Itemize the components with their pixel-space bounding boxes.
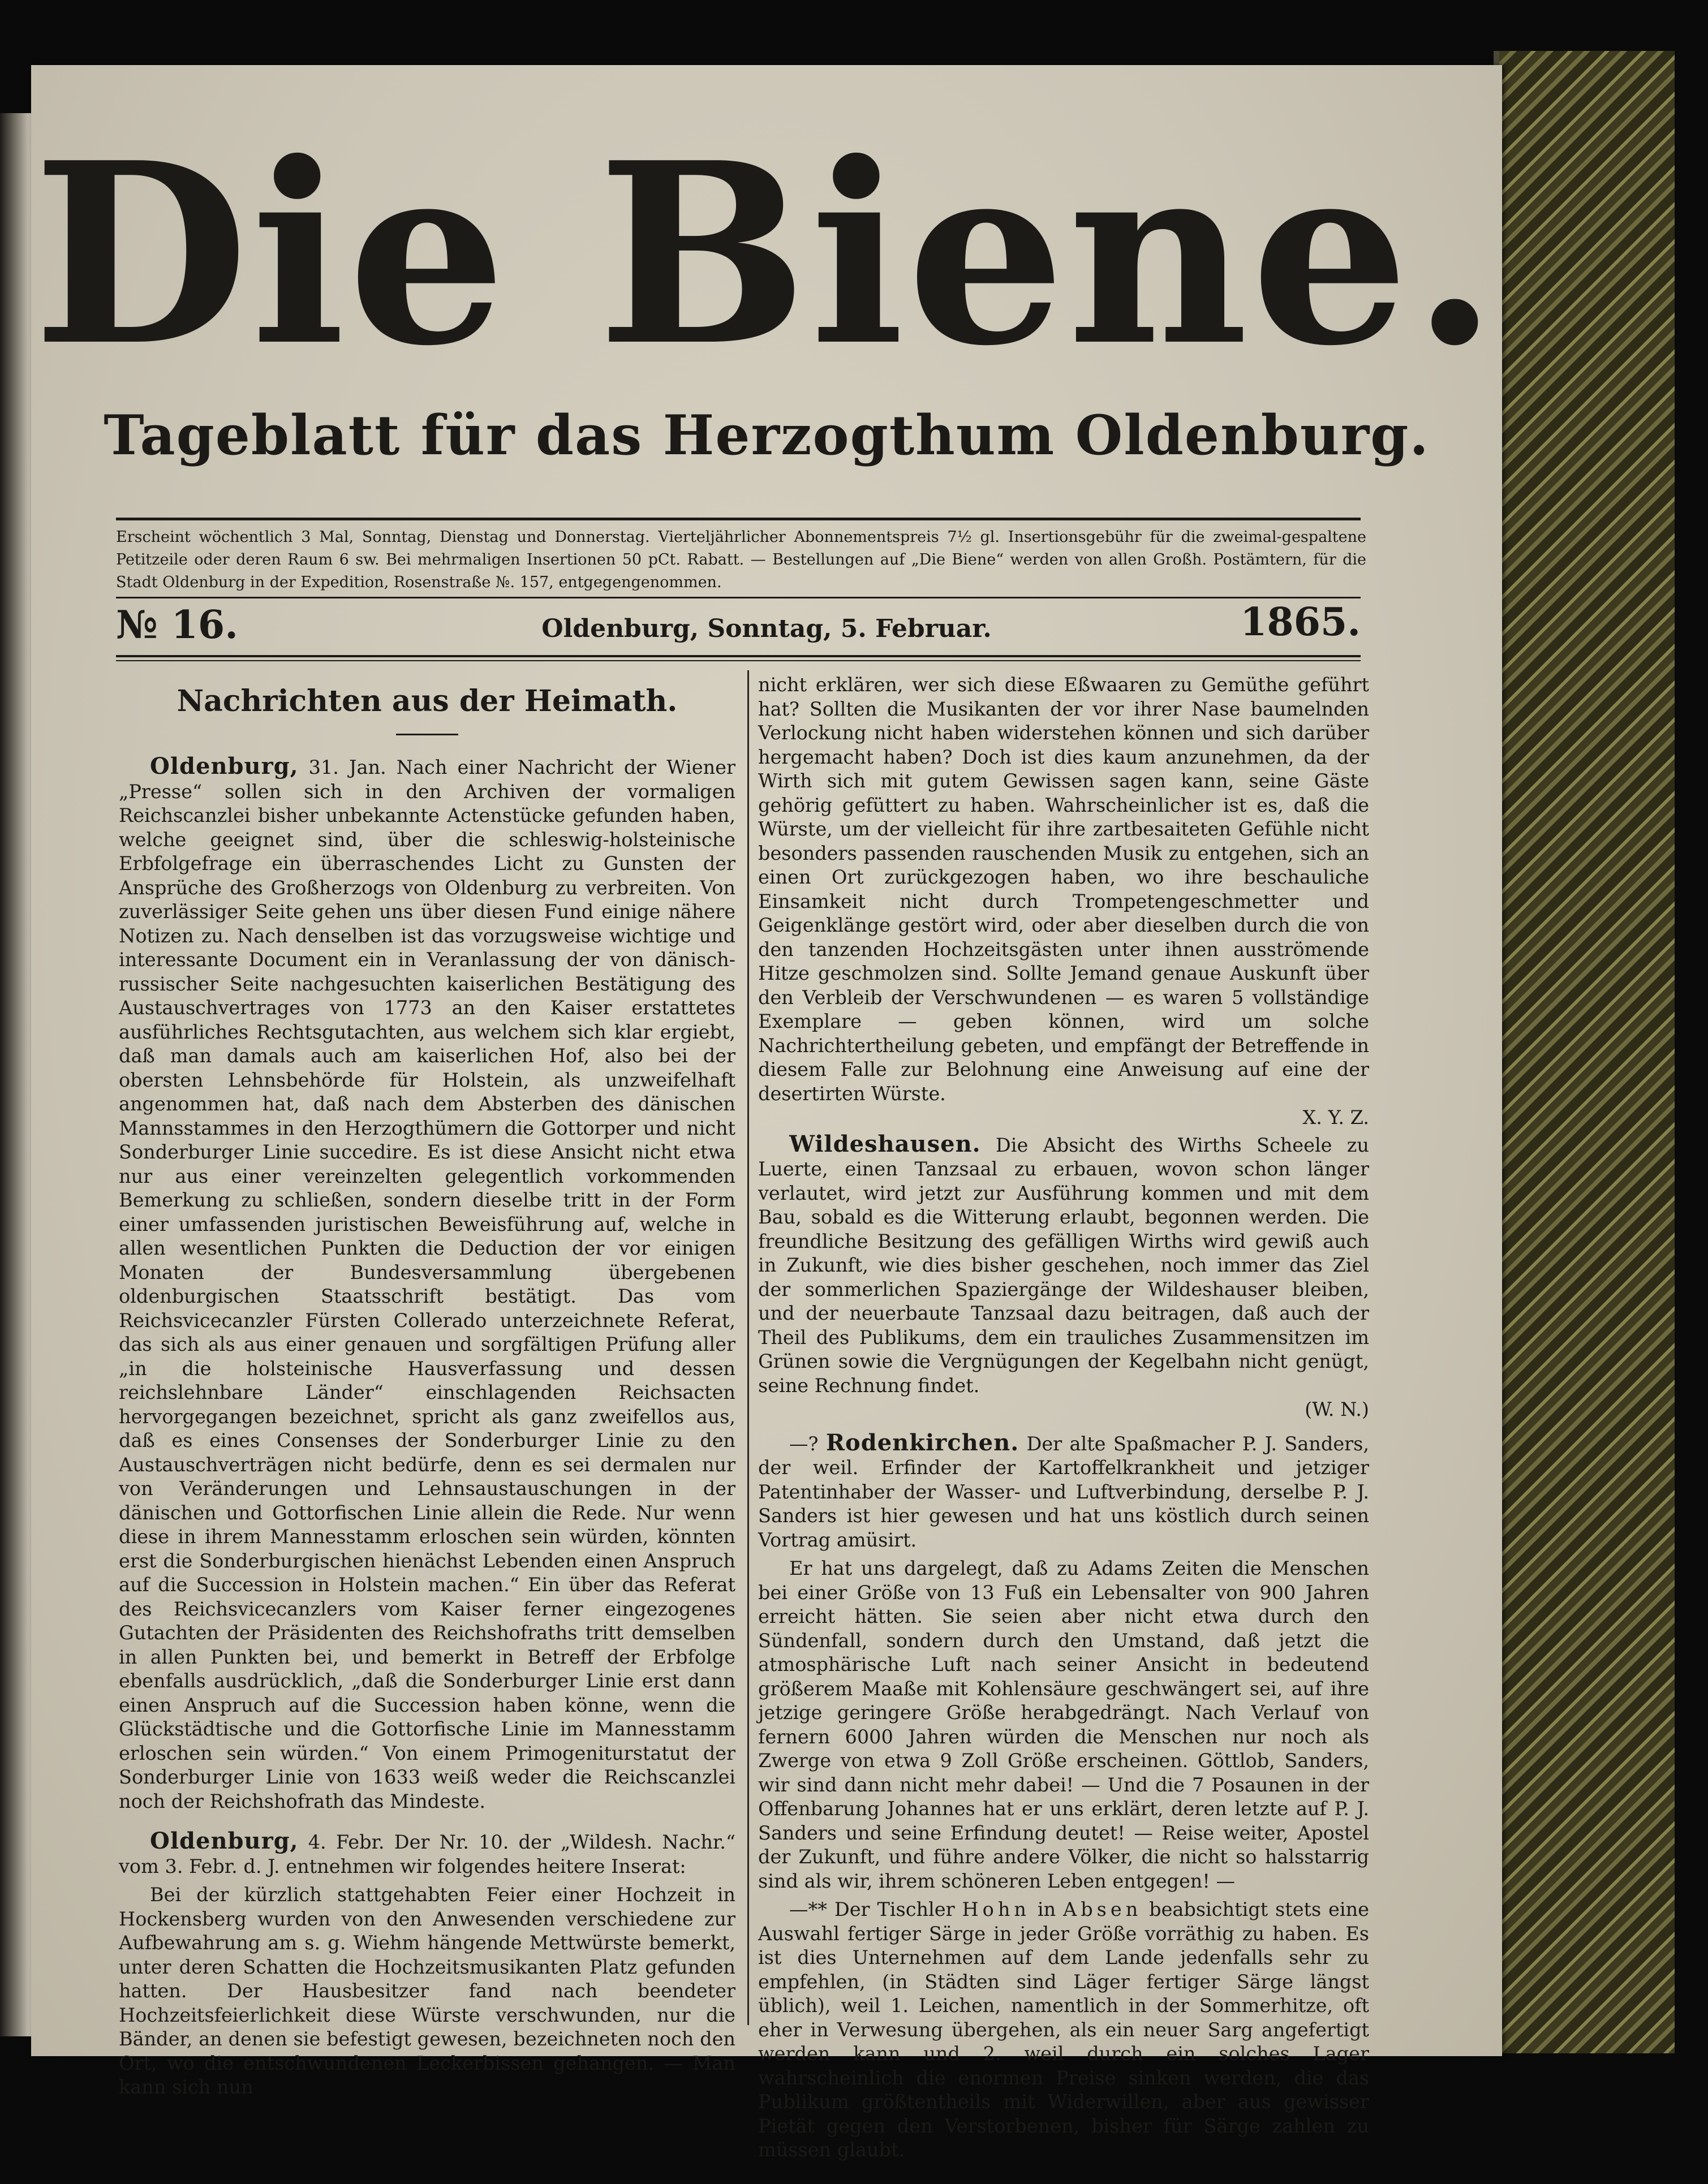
article-text: Der alte Spaßmacher P. J. Sanders, der weil. Erfinder der Kartoffelkrankheit und jetziger Patentinhaber der Wasser- und Luftverbindung, derselbe P. J. Sanders ist hier gewesen und hat uns köstlich durch seinen Vortrag amüsirt. <box>758 1432 1369 1551</box>
rule-top-thick <box>116 518 1361 520</box>
section-heading: Nachrichten aus der Heimath. <box>177 684 678 718</box>
newspaper-page <box>31 65 1502 2161</box>
article-place: Oldenburg, <box>150 1828 299 1854</box>
column-divider <box>747 670 749 2025</box>
rule-info-bottom <box>116 597 1361 598</box>
article-oldenburg-31-jan <box>119 755 735 1813</box>
article-absen <box>758 1898 1369 2163</box>
issue-year: 1865. <box>1240 600 1361 645</box>
article-body-continued <box>758 673 1369 1130</box>
article-place: Wildeshausen. <box>789 1130 981 1157</box>
article-text: 31. Jan. Nach einer Nachricht der Wiener „Presse“ sollen sich in den Archiven der vormaligen Reichscanzlei bisher unbekannte Actenstücke gefunden haben, welche geeignet sind, über die schleswig-holsteinische Erbfolgefrage ein überraschendes Licht zu Gunsten der Ansprüche des Großherzogs von Oldenburg zu verbreiten. Von zuverlässiger Seite gehen uns über diesen Fund einige nähere Notizen zu. Nach denselben ist das vorzugsweise wichtige und interessante Document ein in Veranlassung der von dänisch-russischer Seite nachgesuchten kaiserlichen Bestätigung des Austauschvertrages von 1773 an den Kaiser erstattetes ausführliches Rechtsgutachten, aus welchem sich klar ergiebt, daß man damals auch am kaiserlichen Hof, also bei der obersten Lehnsbehörde für Holstein, als unzweifelhaft angenommen hat, daß nach dem Absterben des dänischen Mannsstammes in den Herzogthümern die Gottorper und nicht Sonderburger Linie succedire. Es ist diese Ansicht nicht etwa nur aus einer vereinzelten gelegentlich vorkommenden Bemerkung zu schließen, sondern dieselbe tritt in der Form einer umfassenden juristischen Beweisführung auf, welche in allen wesentlichen Punkten die Deduction der vor einigen Monaten der Bundesversammlung übergebenen oldenburgischen Staatsschrift bestätigt. Das vom Reichsvicecanzler Fürsten Collerado unterzeichnete Referat, das sich als aus einer genauen und sorgfältigen Prüfung aller „in die holsteinische Hausverfassung und dessen reichslehnbare Länder“ einschlagenden Reichsacten hervorgegangen bezeichnet, spricht als ganz zweifellos aus, daß es eines Consenses der Sonderburger Linie zu den Austauschverträgen nicht bedürfe, denn es sei dermalen nur von Veränderungen und Lehnsaustauschungen in der dänischen und Gottorfischen Linie allein die Rede. Nur wenn diese in ihrem Mannesstamm erloschen sein würden, könnten erst die Sonderburgischen hienächst Lebenden einen Anspruch auf die Succession in Holstein machen.“ Ein über das Referat des Reichsvicecanzlers vom Kaiser ferner eingezogenes Gutachten der Präsidenten des Reichshofraths tritt demselben in allen Punkten bei, und bemerkt in Betreff der Erbfolge ebenfalls ausdrücklich, „daß die Sonderburger Linie erst dann einen Anspruch auf die Succession haben könne, wenn die Glückstädtische und die Gottorfische Linie im Mannesstamm erloschen sein würden.“ Von einem Primogeniturstatut der Sonderburger Linie von 1633 weiß weder die Reichscanzlei noch der Reichshofrath das Mindeste. <box>119 756 735 1812</box>
article-rodenkirchen <box>758 1431 1369 1553</box>
rule-header-bottom <box>116 655 1361 657</box>
column-right <box>758 673 1369 2161</box>
article-body: Bei der kürzlich stattgehabten Feier einer Hochzeit in Hockensberg wurden von den Anwesenden verschiedene zur Aufbewahrung am s. g. Wiehm hängende Mettwürste bemerkt, unter deren Schatten die Hochzeitsmusikanten Platz gefunden hatten. Der Hausbesitzer fand nach beendeter Hochzeitsfeierlichkeit diese Würste verschwunden, nur die Bänder, an denen sie befestigt gewesen, bezeichneten noch den Ort, wo die entschwundenen Leckerbissen gehangen. — Man kann sich nun <box>119 1884 735 2098</box>
issue-number: № 16. <box>116 602 238 648</box>
article-body: Er hat uns dargelegt, daß zu Adams Zeiten die Menschen bei einer Größe von 13 Fuß ein Lebensalter von 900 Jahren erreicht hätten. Sie seien aber nicht etwa durch den Sündenfall, sondern durch den Umstand, daß jetzt die atmosphärische Luft nach seiner Ansicht in bedeutend größerem Maaße mit Kohlensäure geschwängert sei, auf ihre jetzige geringere Größe herabgedrängt. Nach Verlauf von fernern 6000 Jahren würden die Menschen nur noch als Zwerge von etwa 9 Zoll Größe erscheinen. Göttlob, Sanders, wir sind dann nicht mehr dabei! — Und die 7 Posaunen in der Offenbarung Johannes hat er uns erklärt, deren letzte auf P. J. Sanders und seine Erfindung deutet! — Reise weiter, Apostel der Zukunft, und führe andere Völker, die nicht so halsstarrig sind als wir, ihrem schöneren Leben entgegen! — <box>758 1557 1369 1892</box>
column-left <box>119 676 735 2098</box>
article-wildeshausen <box>758 1132 1369 1422</box>
masthead-title: Die Biene. <box>33 108 1500 400</box>
subscription-info: Erscheint wöchentlich 3 Mal, Sonntag, Dienstag und Donnerstag. Vierteljährlicher Abonnementspreis 7½ gl. Insertionsgebühr für die zweimal-gespaltene Petitzeile oder deren Raum 6 sw. Bei mehrmaligen Insertionen 50 pCt. Rabatt. — Bestellungen auf „Die Biene“ werden von allen Großh. Postämtern, für die Stadt Oldenburg in der Expedition, Rosenstraße №. 157, entgegengenommen. <box>116 528 1366 591</box>
article-text: Die Absicht des Wirths Scheele zu Luerte, einen Tanzsaal zu erbauen, wovon schon länger verlautet, wird jetzt zur Ausführung kommen und mit dem Bau, sobald es die Witterung erlaubt, begonnen werden. Die freundliche Besitzung des gefälligen Wirths wird gewiß auch in Zukunft, wie dies bisher geschehen, noch immer das Ziel der sommerlichen Spaziergänge der Wildeshauser bleiben, und der neuerbaute Tanzsaal dazu beitragen, daß auch der Theil des Publikums, dem ein trauliches Zusammensitzen im Grünen sowie die Vergnügungen der Kegelbahn nicht genügt, seine Rechnung findet. <box>758 1134 1369 1397</box>
article-prefix: —? <box>789 1432 826 1455</box>
rule-header-bottom-thin <box>116 660 1361 661</box>
section-separator <box>396 734 458 735</box>
article-prefix: —** Der Tischler <box>789 1898 962 1920</box>
article-signature: X. Y. Z. <box>1302 1106 1369 1128</box>
article-oldenburg-4-febr <box>119 1829 735 1879</box>
article-text: beabsichtigt stets eine Auswahl fertiger Särge in jeder Größe vorräthig zu haben. Es ist dies Unternehmen auf dem Lande jedenfalls sehr zu empfehlen, (in Städten sind Läger fertiger Särge längst üblich), weil 1. Leichen, namentlich in der Sommerhitze, oft eher in Verwesung übergehen, als ein neuer Sarg angefertigt werden kann und 2. weil durch ein solches Lager wahrscheinlich die enormen Preise sinken werden, die das Publikum größtentheils mit Widerwillen, aber aus gewisser Pietät gegen den Verstorbenen, bisher für Särge zahlen zu müssen glaubt. <box>758 1898 1369 2161</box>
article-town: Absen <box>1063 1898 1142 1920</box>
article-name: Hohn <box>962 1898 1030 1920</box>
masthead-subtitle: Tageblatt für das Herzogthum Oldenburg. <box>104 403 1430 467</box>
article-signature: (W. N.) <box>1305 1398 1369 1420</box>
article-text: in <box>1030 1898 1064 1920</box>
article-place: Rodenkirchen. <box>825 1429 1019 1456</box>
article-text: nicht erklären, wer sich diese Eßwaaren zu Gemüthe geführt hat? Sollten die Musikanten der vor ihrer Nase baumelnden Verlockung nicht haben widerstehen können und sich darüber hergemacht haben? Doch ist dies kaum anzunehmen, da der Wirth sich mit gutem Gewissen sagen kann, seine Gäste gehörig gefüttert zu haben. Wahrscheinlicher ist es, daß die Würste, um der vielleicht für ihre zartbesaiteten Gefühle nicht besonders passenden rauschenden Musik zu entgehen, sich an einen Ort zurückgezogen haben, wo ihre beschauliche Einsamkeit nicht durch Trompetengeschmetter und Geigenklänge gestört wird, oder aber dieselben durch die von den tanzenden Hochzeitsgästen unter ihnen ausströmende Hitze geschmolzen sind. Sollte Jemand genaue Auskunft über den Verbleib der Verschwundenen — es waren 5 vollständige Exemplare — geben können, wird um solche Nachrichtertheilung gebeten, und empfängt der Betreffende in diesem Falle zur Belohnung eine Anweisung auf eine der desertirten Würste. <box>758 674 1369 1105</box>
issue-dateline: Oldenburg, Sonntag, 5. Februar. <box>541 614 992 643</box>
book-spine <box>1494 51 1675 2053</box>
article-text: 4. Febr. Der Nr. 10. der „Wildesh. Nachr.“ vom 3. Febr. d. J. entnehmen wir folgendes heitere Inserat: <box>119 1831 735 1877</box>
article-place: Oldenburg, <box>150 753 299 779</box>
